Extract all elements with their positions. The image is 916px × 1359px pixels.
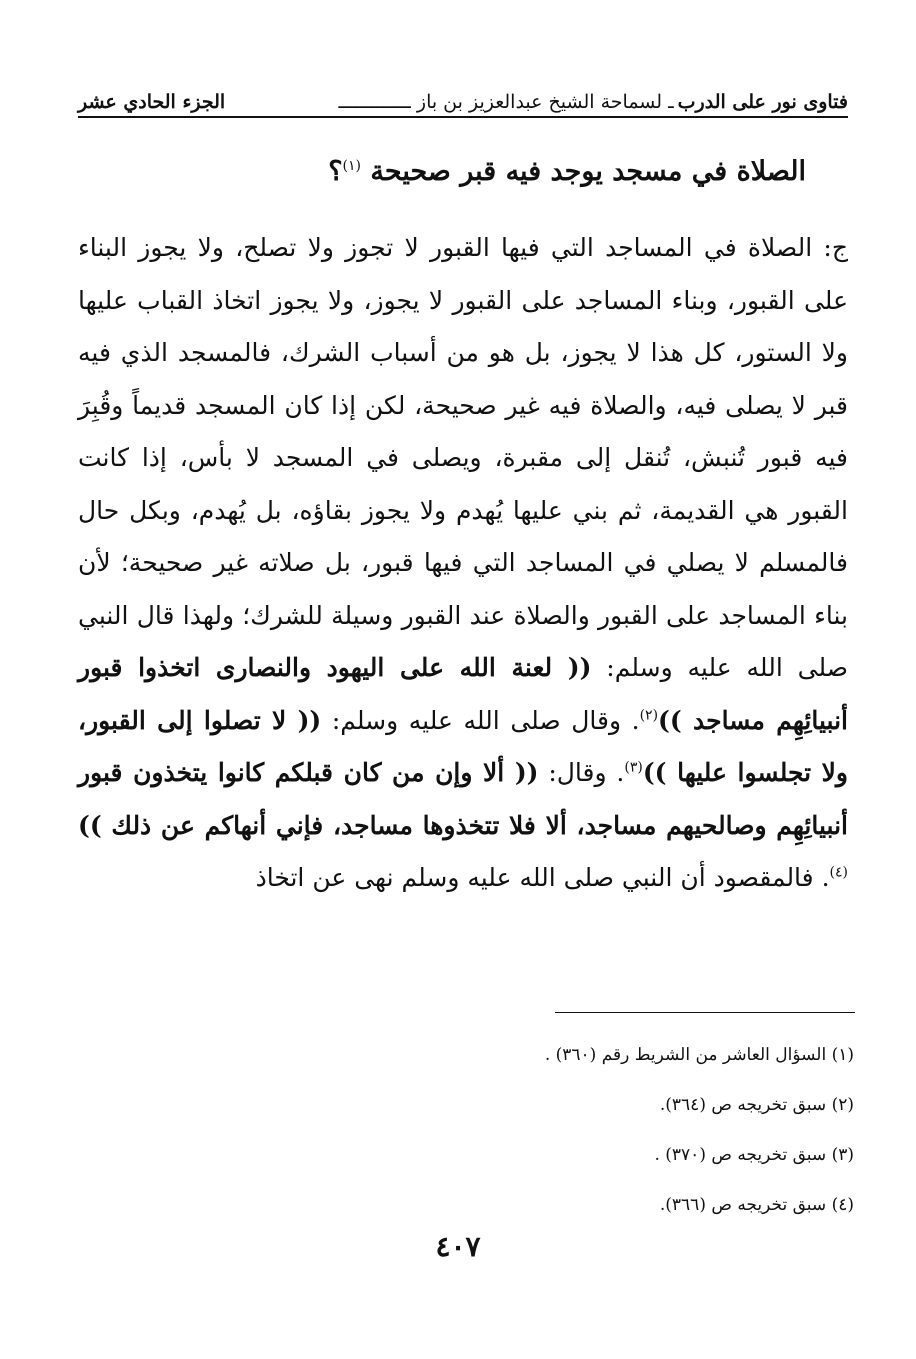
answer-text-4: . فالمقصود أن النبي صلى الله عليه وسلم نهى عن اتخاذ	[255, 863, 830, 892]
answer-text-3: . وقال:	[548, 758, 625, 787]
footnote-1: (١) السؤال العاشر من الشريط رقم (٣٦٠) .	[544, 1045, 854, 1065]
hadith-quote-1: (( لعنة الله على اليهود والنصارى اتخذوا قبور أنبيائِهِم مساجد ))	[78, 653, 848, 735]
footnote-2: (٢) سبق تخريجه ص (٣٦٤).	[659, 1095, 854, 1115]
answer-text-2: . وقال صلى الله عليه وسلم:	[331, 705, 640, 735]
answer-body	[78, 222, 848, 905]
answer-text-1: ج: الصلاة في المساجد التي فيها القبور لا تجوز ولا تصلح، ولا يجوز البناء على القبور، وبناء المساجد على القبور لا يجوز، ولا يجوز اتخاذ القباب عليها ولا الستور، كل هذا لا يجوز، بل هو من أسباب الشرك، فالمسجد الذي فيه قبر لا يصلى فيه، والصلاة فيه غير صحيحة، لكن إذا كان المسجد قديماً وقُبِرَ فيه قبور تُنبش، تُنقل إلى مقبرة، ويصلى في المسجد لا بأس، إذا كانت القبور هي القديمة، ثم بني عليها يُهدم ولا يجوز بقاؤه، بل يُهدم، وبكل حال فالمسلم لا يصلي في المساجد التي فيها قبور، بل صلاته غير صحيحة؛ لأن بناء المساجد على القبور والصلاة عند القبور وسيلة للشرك؛ ولهذا قال النبي صلى الله عليه وسلم:	[78, 233, 848, 682]
footnote-3: (٣) سبق تخريجه ص (٣٧٠) .	[654, 1145, 854, 1165]
hadith-quote-2: (( لا تصلوا إلى القبور، ولا تجلسوا عليها ))	[78, 705, 849, 787]
hadith-quote-3: (( ألا وإن من كان قبلكم كانوا يتخذون قبور أنبيائِهِم وصالحيهم مساجد، ألا فلا تتخذوها مساجد، فإني أنهاكم عن ذلك ))	[78, 758, 848, 840]
title-footnote-ref: (١)	[342, 158, 362, 174]
footnote-ref-2: (٢)	[639, 707, 659, 724]
footnote-4: (٤) سبق تخريجه ص (٣٦٦).	[659, 1195, 854, 1215]
running-header	[78, 80, 848, 118]
page-number: ٤٠٧	[435, 1230, 481, 1263]
footnotes-list	[154, 1030, 854, 1230]
question-title-text: الصلاة في مسجد يوجد فيه قبر صحيحة	[370, 156, 806, 187]
header-series-title: فتاوى نور على الدرب	[677, 91, 848, 113]
footnote-separator	[555, 1012, 855, 1013]
footnote-ref-3: (٣)	[624, 759, 643, 776]
question-mark: ؟	[328, 156, 343, 187]
footnote-ref-4: (٤)	[829, 864, 848, 881]
question-title	[106, 150, 806, 194]
header-author: ـ لسماحة الشيخ عبدالعزيز بن باز ـــــــــــــ	[338, 91, 674, 113]
header-volume: الجزء الحادي عشر	[78, 91, 226, 113]
